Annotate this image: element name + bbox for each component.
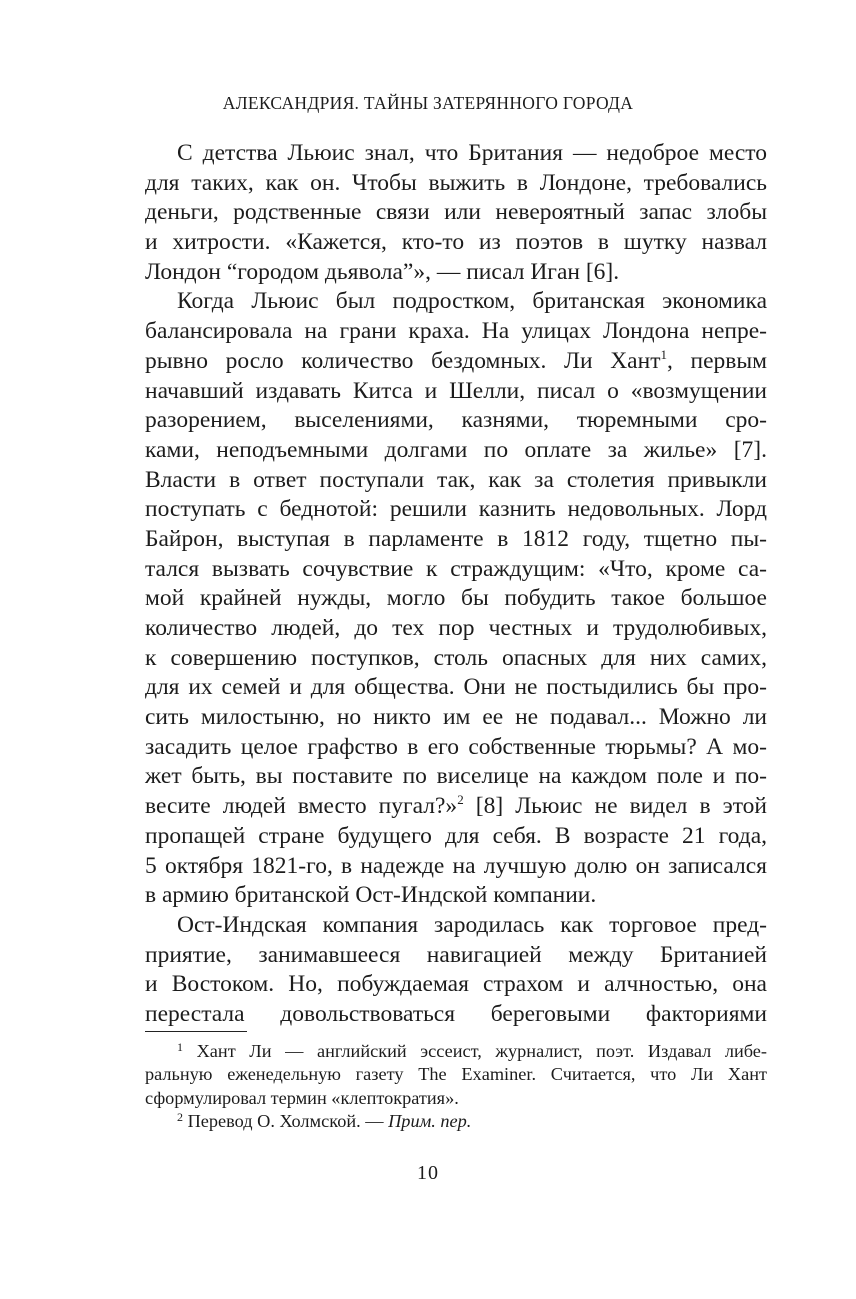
footnote-text: Перевод О. Холмской. — <box>187 1111 389 1132</box>
footnote-line: сформулировал термин «клептократия». <box>145 1087 459 1108</box>
footnote-number: 2 <box>177 1110 183 1125</box>
text-fragment: , первым <box>666 347 767 374</box>
text-line: сить милостыню, но никто им ее не подавал... Можно ли <box>145 704 767 731</box>
footnote-1 <box>145 1040 767 1063</box>
footnote-ref-1: 1 <box>660 346 667 362</box>
text-line: балансировала на грани краха. На улицах Лондона непре- <box>145 318 767 345</box>
text-line: ками, неподъемными долгами по оплате за жилье» [7]. <box>145 436 767 463</box>
text-line: поступать с беднотой: решили казнить недовольных. Лорд <box>145 496 767 523</box>
text-line: количество людей, до тех пор честных и трудолюбивых, <box>145 615 767 641</box>
text-line: Власти в ответ поступали так, как за столетия привыкли <box>145 466 767 493</box>
text-line: разорением, выселениями, казнями, тюремными сро- <box>145 407 767 434</box>
text-line: для таких, как он. Чтобы выжить в Лондоне, требовались <box>145 169 767 196</box>
page-number: 10 <box>417 1162 439 1184</box>
text-line: тался вызвать сочувствие к страждущим: «Что, кроме са- <box>145 555 767 582</box>
text-line: приятие, занимавшееся навигацией между Британией <box>145 941 767 968</box>
text-line: к совершению поступков, столь опасных для них самих, <box>145 644 767 671</box>
footnotes <box>145 1040 767 1134</box>
main-text <box>145 139 767 1030</box>
text-line: пропащей стране будущего для себя. В возрасте 21 года, <box>145 822 767 849</box>
footnote-note: Прим. пер. <box>388 1111 472 1132</box>
text-line: Лондон “городом дьявола”», — писал Иган [6]. <box>145 258 620 285</box>
text-fragment: рывно росло количество бездомных. Ли Хант <box>145 347 661 374</box>
text-line: перестала довольствоваться береговыми факториями <box>145 1000 767 1027</box>
footnote-separator <box>145 1031 247 1032</box>
text-line: мой крайней нужды, могло бы побудить такое большое <box>145 585 767 612</box>
text-line <box>145 792 767 822</box>
text-line: и хитрости. «Кажется, кто-то из поэтов в шутку назвал <box>145 229 767 256</box>
footnote-ref-2: 2 <box>457 792 464 808</box>
text-line: в армию британской Ост-Индской компании. <box>145 882 597 909</box>
text-line: Когда Льюис был подростком, британская экономика <box>177 288 767 315</box>
text-line: и Востоком. Но, побуждаемая страхом и алчностью, она <box>145 971 767 998</box>
footnote-2 <box>145 1110 767 1133</box>
text-line: деньги, родственные связи или невероятный запас злобы <box>145 199 767 226</box>
footnote-number: 1 <box>177 1040 183 1054</box>
text-line: Байрон, выступая в парламенте в 1812 году, тщетно пы- <box>145 525 767 552</box>
text-line: жет быть, вы поставите по виселице на каждом поле и по- <box>145 763 767 790</box>
text-line: начавший издавать Китса и Шелли, писал о «возмущении <box>145 377 767 404</box>
text-line: С детства Льюис знал, что Британия — недоброе место <box>177 140 767 166</box>
text-line: 5 октября 1821-го, в надежде на лучшую долю он записался <box>145 852 767 879</box>
text-fragment: весите людей вместо пугал?» <box>145 793 458 820</box>
text-fragment: [8] Льюис не видел в этой <box>463 793 767 820</box>
text-line: Ост-Индская компания зародилась как торговое пред- <box>177 911 767 938</box>
footnote-line: ральную еженедельную газету The Examiner. Считается, что Ли Хант <box>145 1064 767 1085</box>
running-header: АЛЕКСАНДРИЯ. ТАЙНЫ ЗАТЕРЯННОГО ГОРОДА <box>222 93 634 113</box>
text-line <box>145 347 767 377</box>
text-line: засадить целое графство в его собственные тюрьмы? А мо- <box>145 733 767 760</box>
text-line: для их семей и для общества. Они не постыдились бы про- <box>145 674 767 701</box>
footnote-text: Хант Ли — английский эссеист, журналист, поэт. Издавал либе- <box>196 1041 767 1061</box>
